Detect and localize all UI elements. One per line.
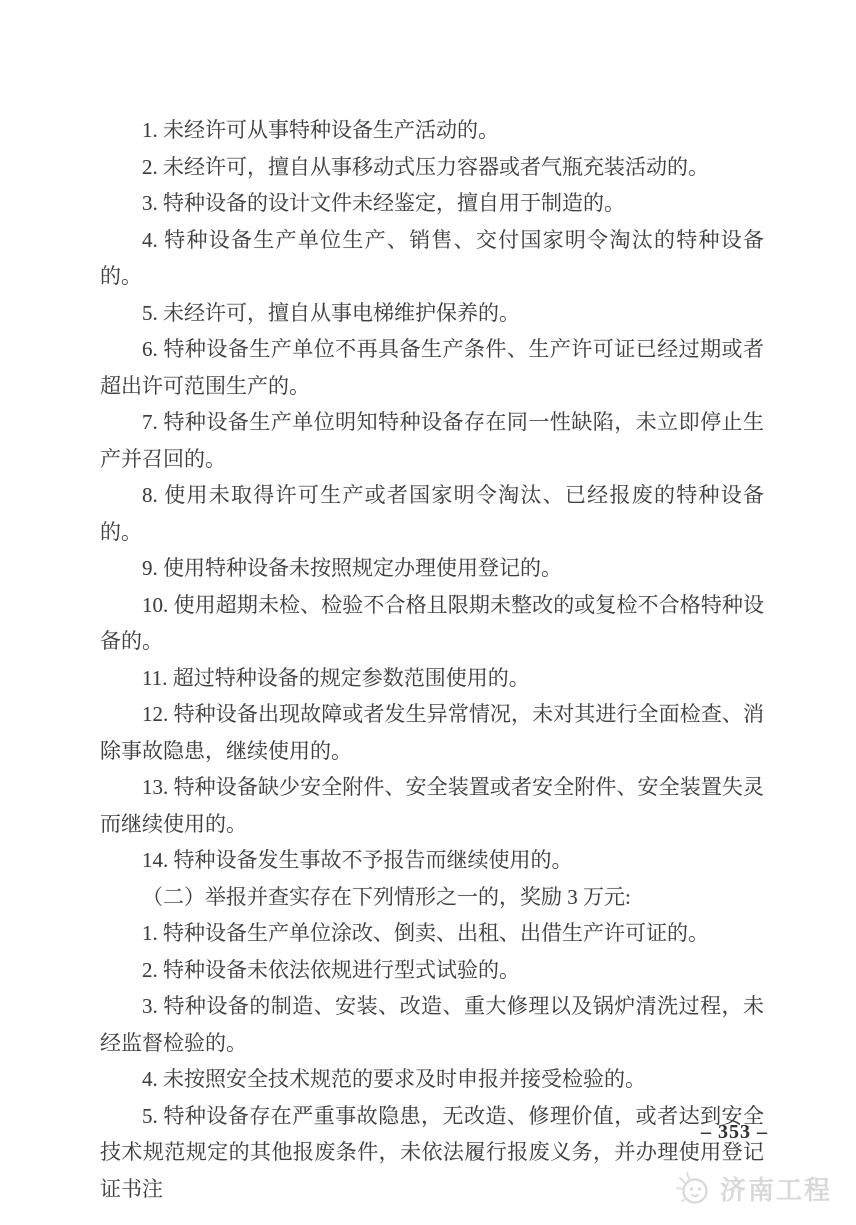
list-item: 12. 特种设备出现故障或者发生异常情况，未对其进行全面检查、消除事故隐患，继续使用的。: [100, 702, 764, 763]
list-item: 8. 使用未取得许可生产或者国家明令淘汰、已经报废的特种设备的。: [100, 483, 764, 544]
list-item: 5. 特种设备存在严重事故隐患，无改造、修理价值，或者达到安全技术规范规定的其他报废条件，未依法履行报废义务，并办理使用登记证书注: [100, 1103, 764, 1201]
list-item: 14. 特种设备发生事故不予报告而继续使用的。: [142, 848, 573, 872]
list-item: 4. 特种设备生产单位生产、销售、交付国家明令淘汰的特种设备的。: [100, 227, 764, 288]
page-number: – 353 –: [701, 1121, 768, 1143]
list-item: 10. 使用超期未检、检验不合格且限期未整改的或复检不合格特种设备的。: [100, 592, 764, 653]
list-item: 13. 特种设备缺少安全附件、安全装置或者安全附件、安全装置失灵而继续使用的。: [100, 775, 764, 836]
list-item: 1. 特种设备生产单位涂改、倒卖、出租、出借生产许可证的。: [142, 921, 709, 945]
watermark-text: 济南工程: [719, 1174, 832, 1205]
list-item: 7. 特种设备生产单位明知特种设备存在同一性缺陷，未立即停止生产并召回的。: [100, 410, 764, 471]
watermark: [674, 1168, 832, 1208]
list-item: 2. 未经许可，擅自从事移动式压力容器或者气瓶充装活动的。: [142, 154, 709, 179]
list-item: 2. 特种设备未依法依规进行型式试验的。: [142, 957, 520, 982]
list-item: 6. 特种设备生产单位不再具备生产条件、生产许可证已经过期或者超出许可范围生产的。: [100, 337, 764, 398]
list-item: 1. 未经许可从事特种设备生产活动的。: [142, 118, 499, 142]
list-item: 3. 特种设备的设计文件未经鉴定，擅自用于制造的。: [142, 191, 625, 215]
list-item: 9. 使用特种设备未按照规定办理使用登记的。: [142, 556, 562, 580]
list-item: 5. 未经许可，擅自从事电梯维护保养的。: [142, 300, 520, 325]
list-item: 4. 未按照安全技术规范的要求及时申报并接受检验的。: [142, 1067, 646, 1091]
list-item: 3. 特种设备的制造、安装、改造、重大修理以及锅炉清洗过程，未经监督检验的。: [100, 994, 764, 1055]
list-item: 11. 超过特种设备的规定参数范围使用的。: [142, 665, 530, 690]
section-heading: （二）举报并查实存在下列情形之一的，奖励 3 万元:: [142, 884, 631, 909]
doodle-mascot-icon: [674, 1168, 714, 1208]
document-body: [100, 112, 764, 1207]
